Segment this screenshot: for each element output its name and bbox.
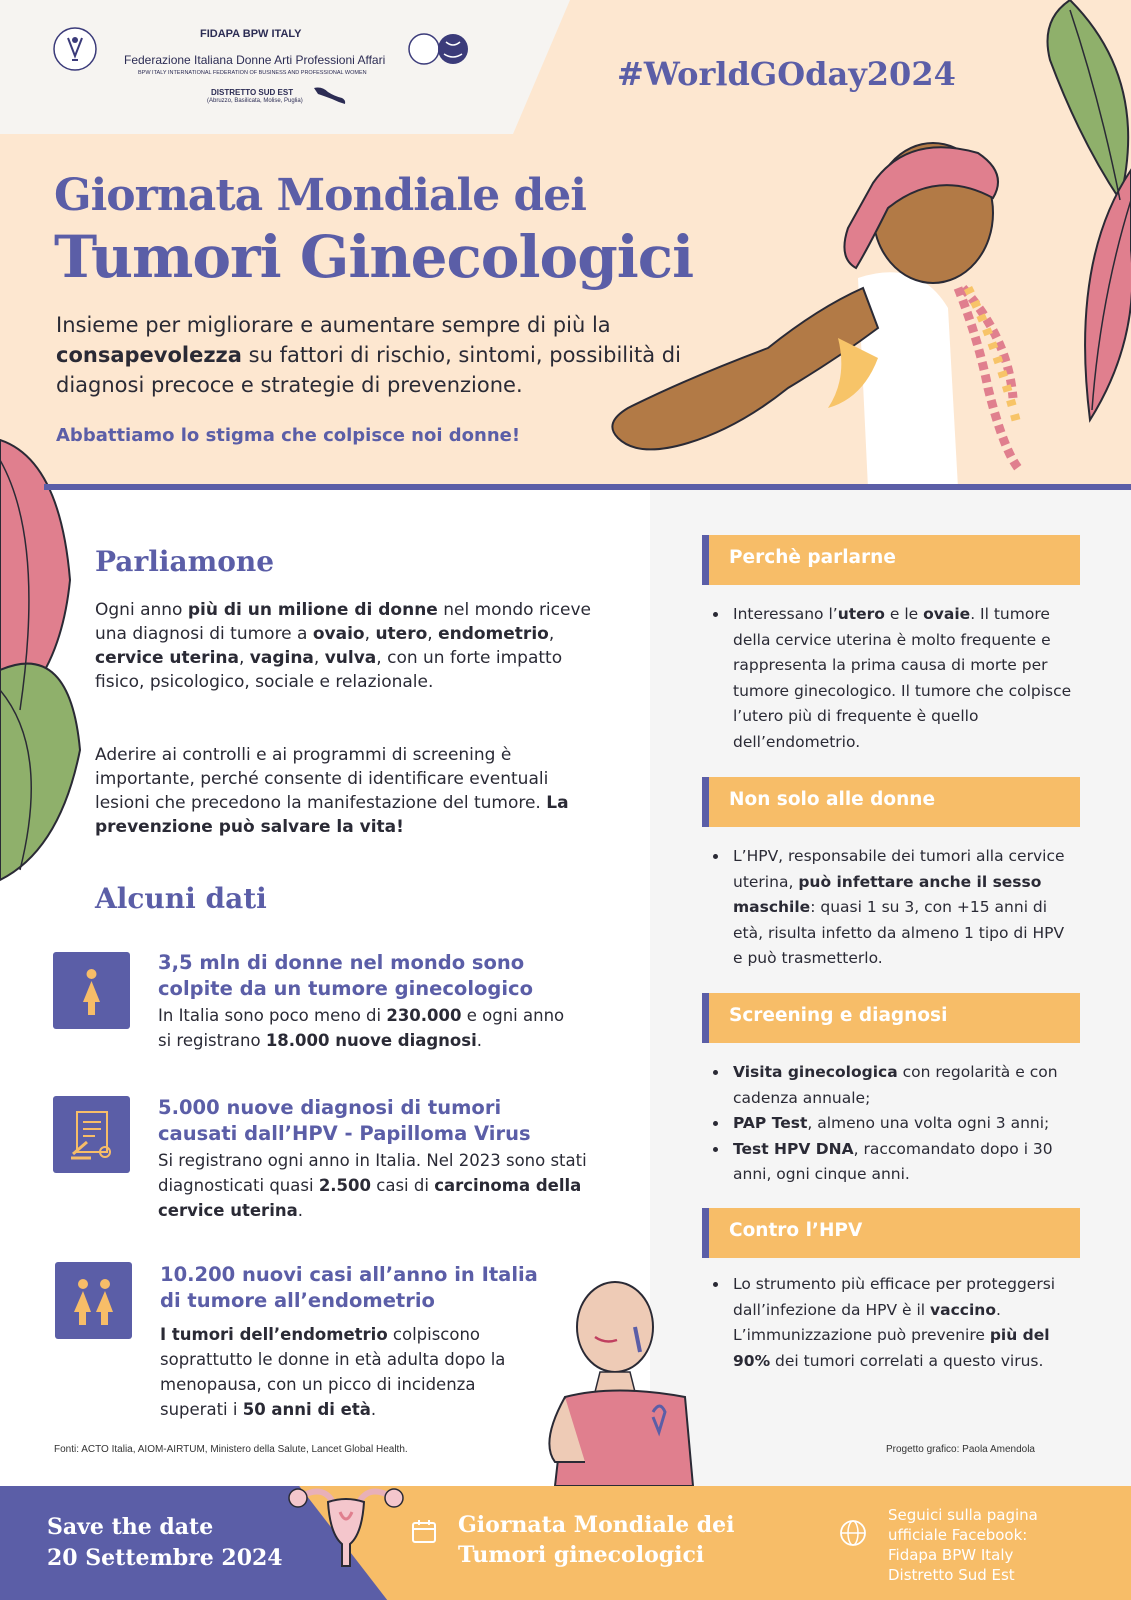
district-name: DISTRETTO SUD EST [211, 88, 294, 97]
section-list-contro [707, 1272, 1077, 1374]
list-item: • L’HPV, responsabile dei tumori alla cervice uterina, può infettare anche il sesso maschile: quasi 1 su 3, con +15 anni di età, risulta infetto da almeno 1 tipo di HPV e può trasmetterlo. [729, 844, 1077, 972]
section-list-screening [707, 1060, 1077, 1188]
main-title-line1: Giornata Mondiale dei [54, 170, 587, 221]
globe-web-icon [838, 1518, 868, 1548]
facebook-follow-text[interactable]: Seguici sulla pagina ufficiale Facebook: Fidapa BPW Italy Distretto Sud Est [888, 1506, 1038, 1584]
section-list-perche [707, 602, 1077, 755]
woman-with-ribbon-illustration-icon [525, 1272, 725, 1486]
stat-3-text: I tumori dell’endometrio colpiscono soprattutto le donne in età adulta dopo la menopausa, con un picco di incidenza superati i 50 anni di età. [160, 1325, 506, 1419]
section-list-nonsolo [707, 844, 1077, 972]
org-name: FIDAPA BPW ITALY [200, 28, 302, 40]
lab-report-icon [53, 1096, 130, 1173]
stat-1-text: In Italia sono poco meno di 230.000 e ogni anno si registrano 18.000 nuove diagnosi. [158, 1006, 565, 1050]
stat-1-icon-box [53, 952, 130, 1029]
stat-2-icon-box [53, 1096, 130, 1173]
uterus-icon [284, 1474, 408, 1574]
parliamone-paragraph-2: Aderire ai controlli e ai programmi di screening è importante, perché consente di identificare eventuali lesioni che precedono la manifestazione del tumore. La prevenzione può salvare la vita! [95, 745, 569, 837]
list-item: • PAP Test, almeno una volta ogni 3 anni; [729, 1111, 1077, 1137]
calendar-icon [411, 1518, 437, 1544]
dati-heading: Alcuni dati [95, 882, 267, 915]
leaves-left-icon [0, 420, 95, 890]
parliamone-heading: Parliamone [95, 545, 275, 578]
stat-2-title: 5.000 nuove diagnosi di tumori causati dall’HPV - Papilloma Virus [158, 1096, 531, 1145]
section-header-screening: Screening e diagnosi [702, 993, 1080, 1043]
design-credit: Progetto grafico: Paola Amendola [886, 1444, 1035, 1455]
hashtag: #WorldGOday2024 [617, 55, 956, 93]
list-item: • Interessano l’utero e le ovaie. Il tumore della cervice uterina è molto frequente e rappresenta la prima causa di morte per tumore ginecologico. Il tumore che colpisce l’utero più di frequente è quello dell’endometrio. [729, 602, 1077, 755]
globe-logo-icon [408, 32, 470, 66]
section-header-nonsolo: Non solo alle donne [702, 777, 1080, 827]
list-item: • Lo strumento più efficace per proteggersi dall’infezione da HPV è il vaccino. L’immunizzazione può prevenire più del 90% dei tumori correlati a questo virus. [729, 1272, 1077, 1374]
woman-icon [53, 952, 130, 1029]
parliamone-paragraph-1: Ogni anno più di un milione di donne nel mondo riceve una diagnosi di tumore a ovaio, utero, endometrio, cervice uterina, vagina, vulva, con un forte impatto fisico, psicologico, sociale e relazionale. [95, 600, 591, 692]
divider [44, 484, 1131, 490]
list-item: • Test HPV DNA, raccomandato dopo i 30 anni, ogni cinque anni. [729, 1137, 1077, 1188]
list-item: • Visita ginecologica con regolarità e con cadenza annuale; [729, 1060, 1077, 1111]
section-header-contro: Contro l’HPV [702, 1208, 1080, 1258]
federation-name-en: BPW ITALY INTERNATIONAL FEDERATION OF BUSINESS AND PROFESSIONAL WOMEN [138, 70, 367, 76]
stigma-slogan: Abbattiamo lo stigma che colpisce noi donne! [56, 425, 521, 446]
save-the-date: Save the date 20 Settembre 2024 [47, 1514, 283, 1571]
intro-text: Insieme per migliorare e aumentare sempre di più la consapevolezza su fattori di rischio, sintomi, possibilità di diagnosi precoce e strategie di prevenzione. [56, 313, 681, 397]
stat-3-icon-box [55, 1262, 132, 1339]
section-header-perche: Perchè parlarne [702, 535, 1080, 585]
sources-note: Fonti: ACTO Italia, AIOM-AIRTUM, Ministero della Salute, Lancet Global Health. [54, 1444, 408, 1455]
main-title-line2: Tumori Ginecologici [54, 223, 694, 291]
stat-2-text: Si registrano ogni anno in Italia. Nel 2023 sono stati diagnosticati quasi 2.500 casi di carcinoma della cervice uterina. [158, 1151, 587, 1220]
footer-event-title: Giornata Mondiale dei Tumori ginecologici [458, 1512, 735, 1568]
federation-name: Federazione Italiana Donne Arti Professioni Affari [124, 53, 386, 67]
stat-3-title: 10.200 nuovi casi all’anno in Italia di tumore all’endometrio [160, 1263, 538, 1312]
two-women-icon [55, 1262, 132, 1339]
district-regions: (Abruzzo, Basilicata, Molise, Puglia) [207, 98, 303, 104]
italy-map-icon [312, 84, 348, 106]
stat-1-title: 3,5 mln di donne nel mondo sono colpite da un tumore ginecologico [158, 951, 534, 1000]
fidapa-logo-icon [52, 26, 98, 72]
